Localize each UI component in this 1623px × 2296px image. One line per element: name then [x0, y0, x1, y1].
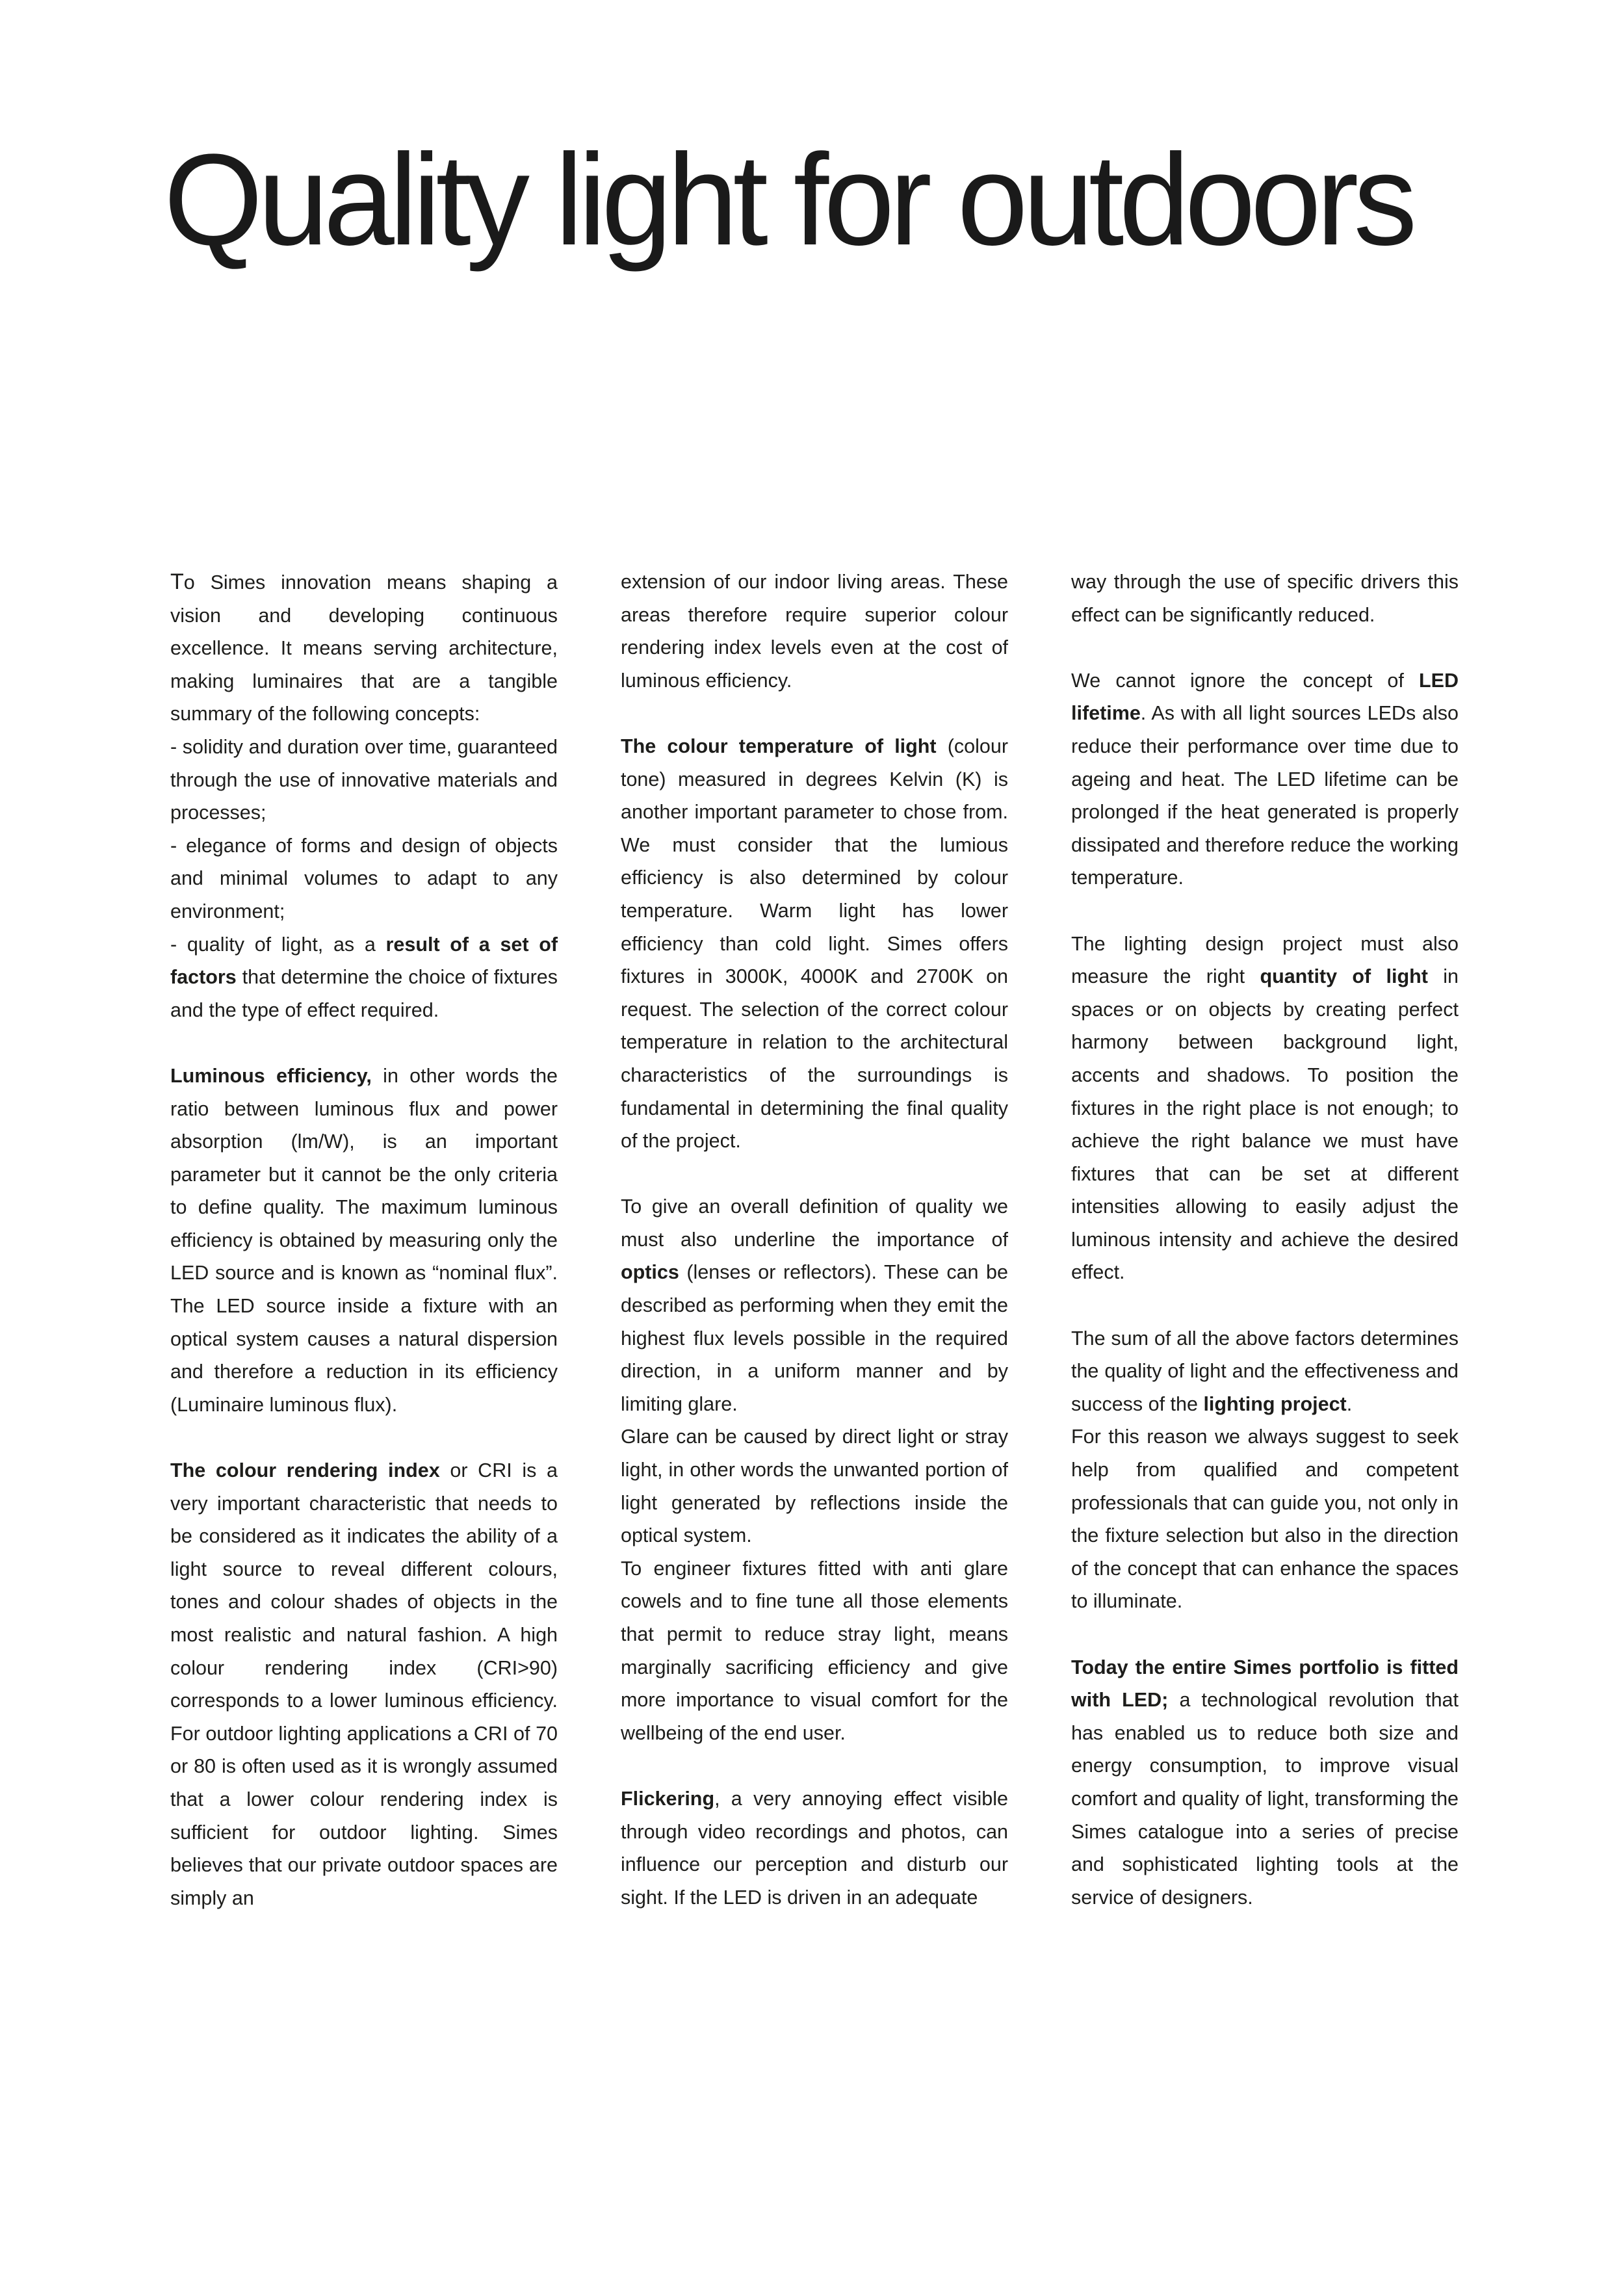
bold-term: The colour temperature of light — [621, 735, 937, 757]
bold-term: LED lifetime — [1071, 669, 1459, 725]
led-lifetime-paragraph: We cannot ignore the concept of LED lifetime. As with all light sources LEDs also reduce their performance over time due to ageing and heat. The LED lifetime can be prolonged if the heat generated is properly dissipated and therefore reduce the working temperature. — [1071, 669, 1459, 889]
bold-term: lighting project — [1203, 1392, 1347, 1415]
text-column-3 — [1071, 566, 1459, 1914]
intro-paragraph — [170, 566, 558, 731]
led-portfolio-paragraph: Today the entire Simes portfolio is fitted with LED; a technological revolution that has enabled us to reduce both size and energy consumption, to improve visual comfort and quality of light, transforming the Simes catalogue into a series of precise and sophisticated lighting tools at the service of designers. — [1071, 1656, 1459, 1909]
page-title: Quality light for outdoors — [164, 127, 1412, 272]
optics-paragraph: To give an overall definition of quality we must also underline the importance of optics (lenses or reflectors). These can be described as performing when they emit the highest flux levels possible in the required direction, in a uniform manner and by limiting glare. — [621, 1195, 1008, 1415]
anti-glare-paragraph: To engineer fixtures fitted with anti glare cowels and to fine tune all those elements that permit to reduce stray light, means marginally sacrificing efficiency and give more importance to visual comfort for the wellbeing of the end user. — [621, 1557, 1008, 1744]
sum-of-factors-paragraph: The sum of all the above factors determines the quality of light and the effectiveness and success of the lighting project. — [1071, 1327, 1459, 1415]
text-column-1 — [170, 566, 558, 1914]
bullet-solidity: - solidity and duration over time, guaranteed through the use of innovative materials and processes; — [170, 735, 558, 824]
colour-temperature-paragraph: The colour temperature of light (colour tone) measured in degrees Kelvin (K) is another important parameter to chose from. We must consider that the lumious efficiency is also determined by colour temperature. Warm light has lower efficiency than cold light. Simes offers fixtures in 3000K, 4000K and 2700K on request. The selection of the correct colour temperature in relation to the architectural characteristics of the surroundings is fundamental in determining the final quality of the project. — [621, 735, 1009, 1153]
bold-term: The colour rendering index — [170, 1459, 440, 1482]
bold-term: optics — [621, 1261, 679, 1284]
flickering-paragraph: Flickering, a very annoying effect visible through video recordings and photos, can influence our perception and disturb our sight. If the LED is driven in an adequate — [621, 1787, 1008, 1909]
bold-term: Today the entire Simes portfolio is fitted with LED; — [1071, 1656, 1459, 1712]
colour-rendering-paragraph: The colour rendering index or CRI is a very important characteristic that needs to be considered as it indicates the ability of a light source to reveal different colours, tones and colour shades of objects in the most realistic and natural fashion. A high colour rendering index (CRI>90) corresponds to a lower luminous efficiency. For outdoor lighting applications a CRI of 70 or 80 is often used as it is wrongly assumed that a lower colour rendering index is sufficient for outdoor lighting. Simes believes that our private outdoor spaces are simply an — [170, 1459, 558, 1909]
bold-term: Flickering — [621, 1787, 715, 1810]
bold-term: quantity of light — [1260, 965, 1428, 988]
quantity-of-light-paragraph: The lighting design project must also measure the right quantity of light in spaces or on objects by creating perfect harmony between background light, accents and shadows. To position the fixtures in the right place is not enough; to achieve the right balance we must have fixtures that can be set at different intensities allowing to easily adjust the luminous intensity and achieve the desired effect. — [1071, 932, 1459, 1284]
bold-term: result of a set of factors — [170, 933, 558, 989]
text-column-2 — [621, 566, 1008, 1914]
luminous-efficiency-paragraph: Luminous efficiency, in other words the ratio between luminous flux and power absorption (lm/W), is an important parameter but it cannot be the only criteria to define quality. The maximum luminous efficiency is obtained by measuring only the LED source and is known as “nominal flux”. The LED source inside a fixture with an optical system causes a natural dispersion and therefore a reduction in its efficiency (Luminaire luminous flux). — [170, 1064, 558, 1416]
bullet-elegance: - elegance of forms and design of objects and minimal volumes to adapt to any environment; — [170, 834, 558, 922]
glare-paragraph: Glare can be caused by direct light or stray light, in other words the unwanted portion of light generated by reflections inside the optical system. — [621, 1426, 1008, 1547]
professionals-paragraph: For this reason we always suggest to seek help from qualified and competent professionals that can guide you, not only in the fixture selection but also in the direction of the concept that can enhance the spaces to illuminate. — [1071, 1426, 1459, 1613]
bold-term: Luminous efficiency, — [170, 1064, 372, 1087]
intro-text: o Simes innovation means shaping a vision and developing continuous excellence. It means serving architecture, making luminaires that are a tangible summary of the following concepts: — [170, 571, 558, 725]
bullet-quality: - quality of light, as a result of a set of factors that determine the choice of fixtures and the type of effect required. — [170, 933, 558, 1021]
continuation-paragraph: way through the use of specific drivers this effect can be significantly reduced. — [1071, 571, 1459, 626]
intro-lead-letter: T — [170, 569, 184, 594]
continuation-paragraph: extension of our indoor living areas. These areas therefore require superior colour rendering index levels even at the cost of luminous efficiency. — [621, 571, 1008, 692]
